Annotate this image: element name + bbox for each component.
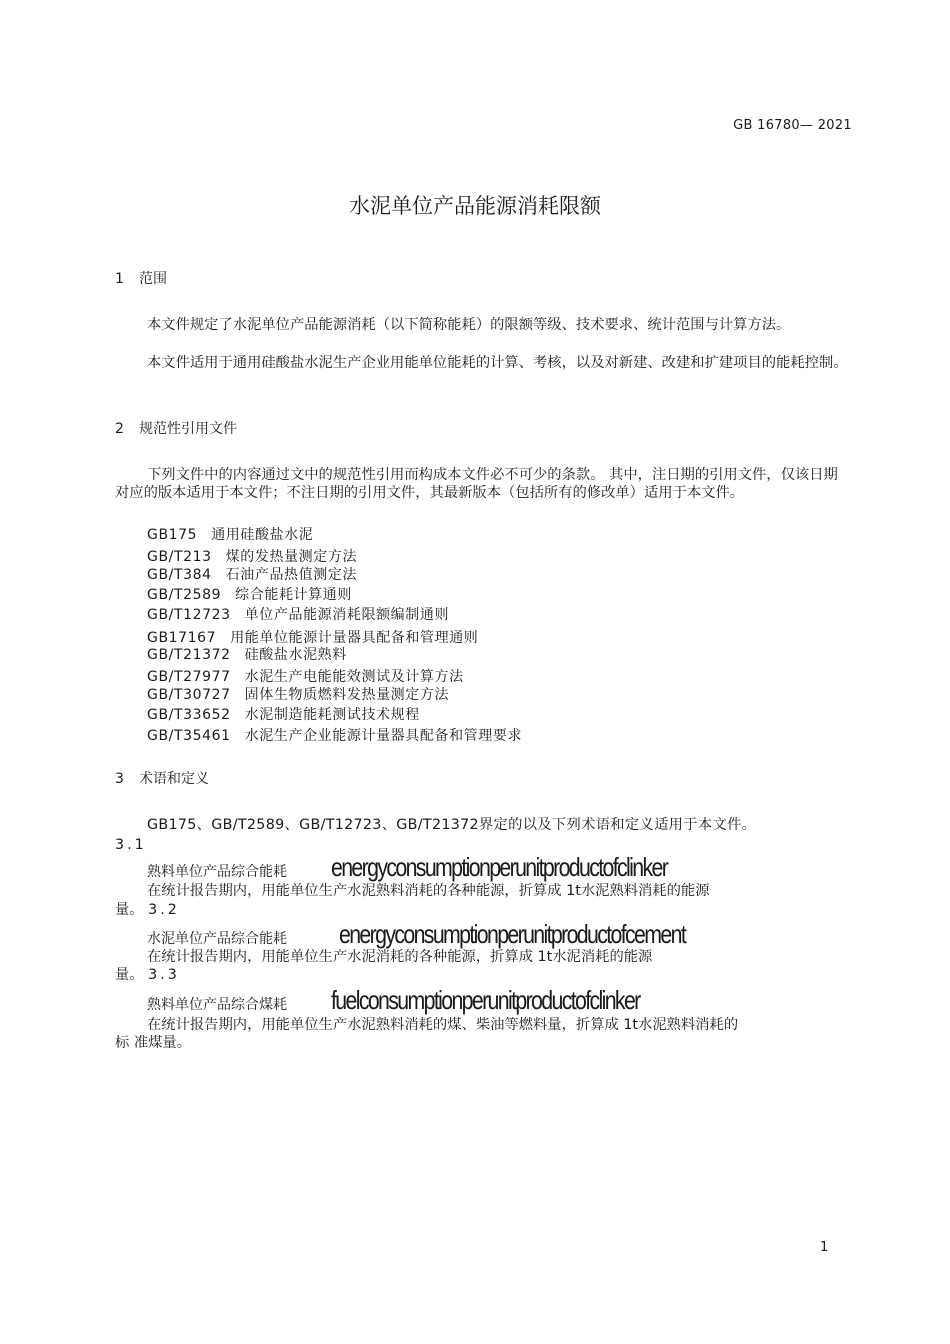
- ref-code: GB/T384: [147, 567, 212, 583]
- document-title: 水泥单位产品能源消耗限额: [349, 194, 601, 218]
- section-title: 规范性引用文件: [139, 421, 237, 437]
- ref-code: GB/T27977: [147, 669, 231, 685]
- ref-name: 水泥生产企业能源计量器具配备和管理要求: [244, 728, 523, 744]
- term-number: 3.1: [115, 837, 147, 853]
- section-1-heading: [115, 268, 167, 288]
- ref-name: 水泥生产电能能效测试及计算方法: [244, 669, 464, 685]
- normative-reference: [147, 704, 420, 724]
- page-number: 1: [820, 1240, 829, 1255]
- section-number: 3: [115, 771, 124, 787]
- term-number: 3.2: [148, 902, 180, 918]
- term-3-3: [147, 985, 707, 1016]
- section-title: 术语和定义: [139, 771, 209, 787]
- ref-name: 硅酸盐水泥熟料: [244, 647, 347, 663]
- normative-reference: [147, 684, 449, 704]
- term-3-2: [147, 919, 761, 950]
- ref-name: 综合能耗计算通则: [235, 587, 352, 603]
- section-3-heading: [115, 768, 209, 788]
- term-3-1: [147, 852, 741, 883]
- normative-reference: [147, 584, 352, 604]
- section-1-paragraph-1: [115, 316, 850, 334]
- normative-reference: [147, 725, 522, 745]
- ref-code: GB/T213: [147, 549, 212, 565]
- normative-reference: [147, 644, 347, 664]
- normative-reference: [147, 546, 357, 566]
- paragraph-text: 本文件适用于通用硅酸盐水泥生产企业用能单位能耗的计算、考核，以及对新建、改建和扩建项目的能耗控制。: [147, 355, 848, 371]
- ref-code: GB/T35461: [147, 728, 231, 744]
- ref-code: GB17167: [147, 630, 217, 646]
- definition-text: 量。: [115, 967, 144, 983]
- section-2-heading: [115, 418, 237, 438]
- section-3-intro: GB175、GB/T2589、GB/T12723、GB/T21372界定的以及下列术语和定义适用于本文件。: [147, 817, 757, 833]
- normative-reference: [147, 604, 449, 624]
- term-3-1-definition: 在统计报告期内，用能单位生产水泥熟料消耗的各种能源，折算成 1t水泥熟料消耗的能源: [147, 883, 710, 899]
- term-3-3-definition: 在统计报告期内，用能单位生产水泥熟料消耗的煤、柴油等燃料量，折算成 1t水泥熟料消耗的: [147, 1017, 739, 1033]
- ref-code: GB/T33652: [147, 707, 231, 723]
- normative-reference: [147, 564, 357, 584]
- paragraph-text: 本文件规定了水泥单位产品能源消耗（以下简称能耗）的限额等级、技术要求、统计范围与计算方法。: [147, 317, 791, 333]
- term-name-cn: 水泥单位产品综合能耗: [147, 931, 287, 947]
- term-number: 3.3: [148, 967, 180, 983]
- section-title: 范围: [139, 271, 167, 287]
- term-name-en: fuelconsumptionperunitproductofclinker: [331, 985, 640, 1015]
- ref-name: 煤的发热量测定方法: [225, 549, 358, 565]
- section-number: 1: [115, 271, 124, 287]
- section-number: 2: [115, 421, 124, 437]
- ref-name: 单位产品能源消耗限额编制通则: [244, 607, 450, 623]
- normative-reference: [147, 524, 313, 544]
- standard-number: GB 16780— 2021: [733, 118, 852, 133]
- paragraph-text: 下列文件中的内容通过文中的规范性引用而构成本文件必不可少的条款。 其中，注日期的引用文件，仅该日期对应的版本适用于本文件；不注日期的引用文件，其最新版本（包括所有的修改单）适用于本文件。: [115, 467, 838, 501]
- ref-name: 石油产品热值测定法: [225, 567, 358, 583]
- section-1-paragraph-2: [115, 354, 850, 372]
- term-name-cn: 熟料单位产品综合煤耗: [147, 997, 287, 1013]
- term-3-3-definition-end: 标 准煤量。: [115, 1035, 192, 1051]
- ref-name: 固体生物质燃料发热量测定方法: [244, 687, 450, 703]
- ref-code: GB/T2589: [147, 587, 222, 603]
- ref-code: GB/T30727: [147, 687, 231, 703]
- term-3-2-definition: 在统计报告期内，用能单位生产水泥消耗的各种能源，折算成 1t水泥消耗的能源: [147, 949, 653, 965]
- term-name-en: energyconsumptionperunitproductofclinker: [331, 852, 668, 882]
- term-name-cn: 熟料单位产品综合能耗: [147, 864, 287, 880]
- ref-name: 通用硅酸盐水泥: [211, 527, 314, 543]
- definition-text: 量。: [115, 902, 144, 918]
- ref-code: GB/T12723: [147, 607, 231, 623]
- section-2-paragraph-1: [115, 466, 850, 502]
- ref-name: 用能单位能源计量器具配备和管理通则: [230, 630, 479, 646]
- term-3-2-definition-end: [115, 966, 180, 984]
- ref-code: GB175: [147, 527, 198, 543]
- normative-reference: [147, 666, 464, 686]
- ref-name: 水泥制造能耗测试技术规程: [244, 707, 420, 723]
- ref-code: GB/T21372: [147, 647, 231, 663]
- term-3-1-definition-end: [115, 901, 180, 919]
- term-name-en: energyconsumptionperunitproductofcement: [339, 919, 686, 949]
